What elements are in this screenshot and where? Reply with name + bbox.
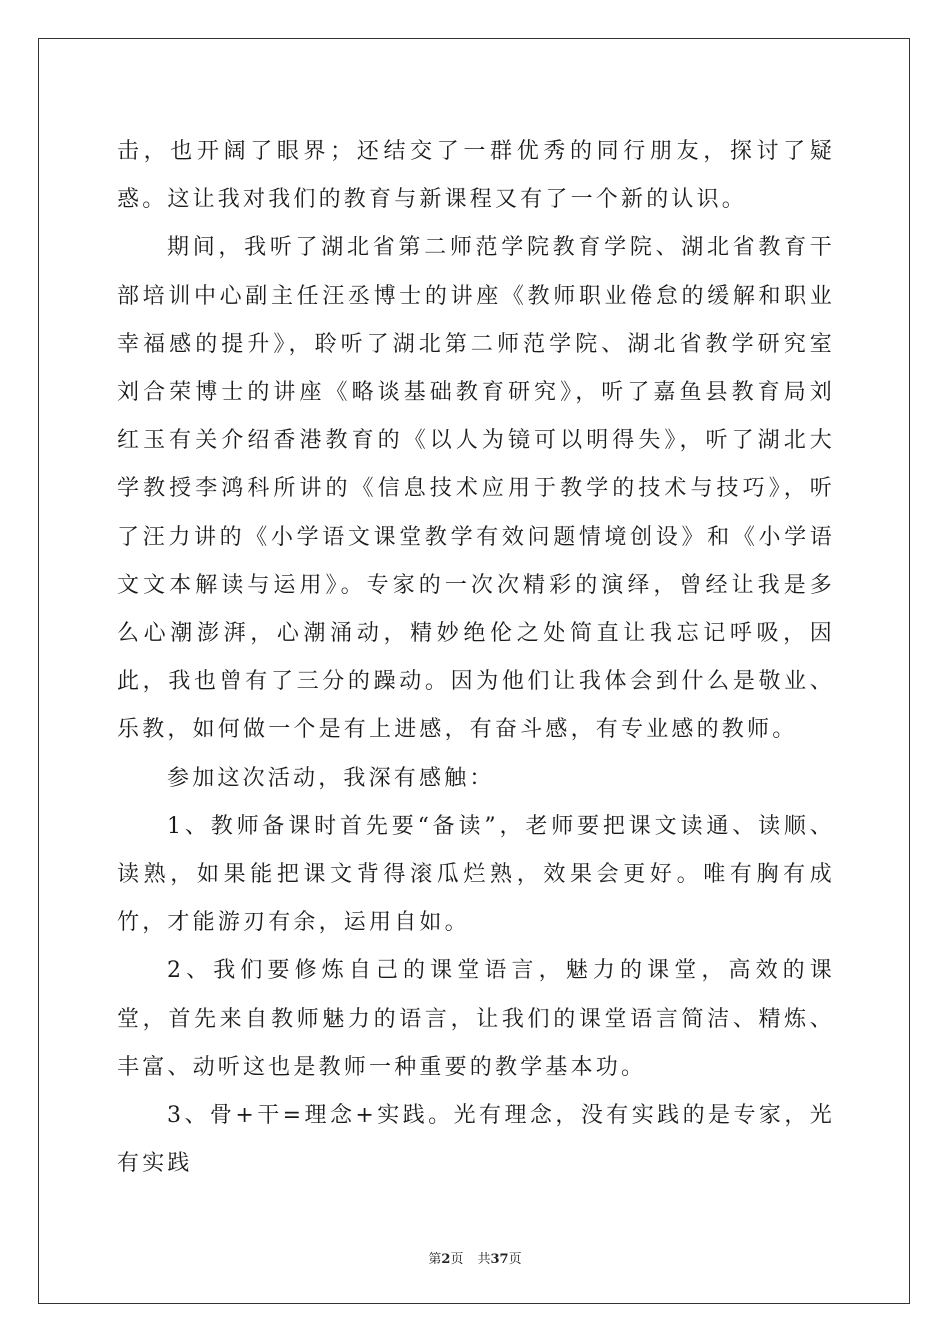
page-number: 2 — [441, 1252, 451, 1267]
paragraph: 期间，我听了湖北省第二师范学院教育学院、湖北省教育干部培训中心副主任汪丞博士的讲座《教师职业倦怠的缓解和职业幸福感的提升》，聆听了湖北第二师范学院、湖北省教学研究室刘合荣博士的讲座《略谈基础教育研究》，听了嘉鱼县教育局刘红玉有关介绍香港教育的《以人为镜可以明得失》，听了湖北大学教授李鸿科所讲的《信息技术应用于教学的技术与技巧》，听了汪力讲的《小学语文课堂教学有效问题情境创设》和《小学语文文本解读与运用》。专家的一次次精彩的演绎，曾经让我是多么心潮澎湃，心潮涌动，精妙绝伦之处简直让我忘记呼吸，因此，我也曾有了三分的躁动。因为他们让我体会到什么是敬业、乐教，如何做一个是有上进感，有奋斗感，有专业感的教师。 — [117, 235, 835, 743]
paragraph: 3、骨+干=理念+实践。光有理念，没有实践的是专家，光有实践 — [117, 1103, 835, 1177]
paragraph: 2、我们要修炼自己的课堂语言，魅力的课堂，高效的课堂，首先来自教师魅力的语言，让我们的课堂语言简洁、精炼、丰富、动听这也是教师一种重要的教学基本功。 — [117, 958, 835, 1080]
total-pages: 37 — [490, 1252, 509, 1267]
paragraph: 参加这次活动，我深有感触： — [167, 765, 495, 791]
page-suffix: 页 — [450, 1252, 464, 1267]
paragraph: 击，也开阔了眼界；还结交了一群优秀的同行朋友，探讨了疑惑。这让我对我们的教育与新课程又有了一个新的认识。 — [117, 139, 835, 213]
page-prefix: 第 — [428, 1252, 442, 1267]
document-body — [117, 128, 835, 1188]
total-suffix: 页 — [508, 1252, 522, 1267]
paragraph: 1、教师备课时首先要“备读”，老师要把课文读通、读顺、读熟，如果能把课文背得滚瓜烂熟，效果会更好。唯有胸有成竹，才能游刃有余，运用自如。 — [117, 813, 835, 936]
total-prefix: 共 — [477, 1252, 491, 1267]
page-footer — [0, 1248, 950, 1267]
